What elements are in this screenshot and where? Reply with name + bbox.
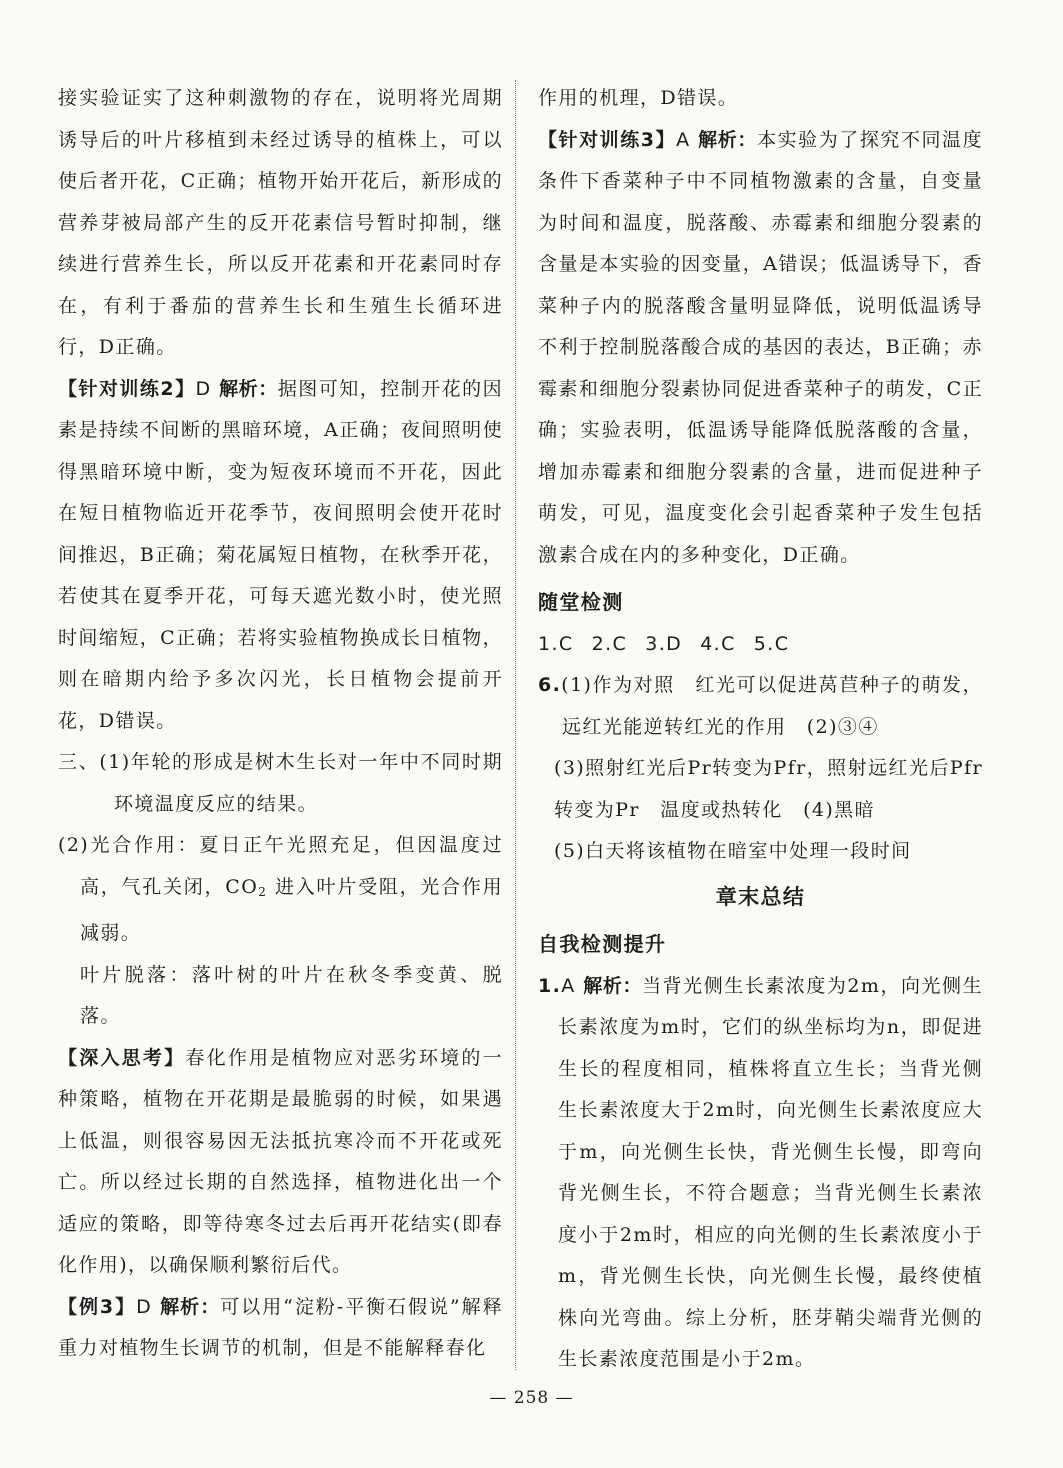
answer-item: 4.C [700, 632, 736, 655]
training-2-answer: D [195, 377, 212, 400]
summary-question-1 [538, 966, 983, 1381]
deep-thinking-text: 春化作用是植物应对恶劣环境的一种策略，植物在开花期是最脆弱的时候，如果遇上低温，则很容易因无法抵抗寒冷而不开花或死亡。所以经过长期的自然选择，植物进化出一个适应的策略，即等待寒冬过去后再开花结实(即春化作用)，以确保顺利繁衍后代。 [58, 1046, 503, 1276]
example-3-tag: 【例3】 [58, 1295, 137, 1318]
left-column [58, 78, 503, 1370]
section-3-item-2-text-a: (2)光合作用：夏日正午光照充足，但因温度过高，气孔关闭，CO [58, 834, 503, 898]
training-3-tag: 【针对训练3】 [538, 128, 677, 151]
summary-q1-answer: A [561, 974, 576, 997]
chapter-summary-heading: 章末总结 [715, 884, 806, 909]
deep-thinking [58, 1038, 503, 1287]
example-3-answer: D [136, 1295, 153, 1318]
co2-subscript: 2 [258, 884, 268, 899]
self-check-heading: 自我检测提升 [538, 932, 667, 956]
question-6-part-c: (5)白天将该植物在暗室中处理一段时间 [554, 840, 912, 862]
deep-thinking-tag: 【深入思考】 [58, 1046, 186, 1069]
page-number: — 258 — [489, 1388, 574, 1408]
training-3-answer: A [676, 128, 691, 151]
section-heading-quiz: 随堂检测 [538, 590, 624, 614]
section-3-item-2-leaf: 叶片脱落：落叶树的叶片在秋冬季变黄、脱落。 [80, 963, 503, 1027]
question-6-part-a: (1)作为对照 红光可以促进莴苣种子的萌发，远红光能逆转红光的作用 (2)③④ [561, 674, 983, 738]
column-divider [515, 80, 516, 1370]
section-3-item-2-text-b: 进入叶片受阻，光合作用减弱。 [80, 875, 503, 944]
training-2-text: 据图可知，控制开花的因素是持续不间断的黑暗环境，A正确；夜间照明使得黑暗环境中断，变为短夜环境而不开花，因此在短日植物临近开花季节，夜间照明会使开花时间推迟，B正确；菊花属短日植物，在秋季开花，若使其在夏季开花，可每天遮光数小时，使光照时间缩短，C正确；若将实验植物换成长日植物，则在暗期内给予多次闪光，长日植物会提前开花，D错误。 [58, 377, 503, 732]
summary-q1-number: 1. [538, 974, 562, 997]
training-2-tag: 【针对训练2】 [58, 377, 196, 400]
section-3-item-1: 三、(1)年轮的形成是树木生长对一年中不同时期环境温度反应的结果。 [58, 751, 503, 815]
training-3-label: 解析： [698, 128, 758, 151]
right-column [538, 78, 983, 1381]
answer-item: 3.D [645, 632, 683, 655]
answer-item: 2.C [591, 632, 628, 655]
example-3-label: 解析： [160, 1295, 221, 1318]
answer-item: 1.C [538, 632, 574, 655]
paragraph-continued-right: 作用的机理，D错误。 [538, 87, 739, 109]
training-2 [58, 369, 503, 743]
answer-list [538, 624, 983, 666]
example-3-text: 可以用“淀粉-平衡石假说”解释重力对植物生长调节的机制，但是不能解释春化 [58, 1295, 503, 1359]
question-6 [538, 665, 983, 748]
question-6-number: 6. [538, 674, 562, 696]
training-3 [538, 120, 983, 577]
answer-item: 5.C [753, 632, 790, 655]
summary-q1-label: 解析： [583, 974, 643, 997]
training-3-text: 本实验为了探究不同温度条件下香菜种子中不同植物激素的含量，自变量为时间和温度，脱落酸、赤霉素和细胞分裂素的含量是本实验的因变量，A错误；低温诱导下，香菜种子内的脱落酸含量明显降低，说明低温诱导不利于控制脱落酸合成的基因的表达，B正确；赤霉素和细胞分裂素协同促进香菜种子的萌发，C正确；实验表明，低温诱导能降低脱落酸的含量，增加赤霉素和细胞分裂素的含量，进而促进种子萌发，可见，温度变化会引起香菜种子发生包括激素合成在内的多种变化，D正确。 [538, 128, 983, 566]
question-6-part-b: (3)照射红光后Pr转变为Pfr，照射远红光后Pfr转变为Pr 温度或热转化 (4)黑暗 [554, 757, 983, 821]
section-3-item-2 [58, 825, 503, 955]
training-2-label: 解析： [219, 377, 278, 400]
example-3 [58, 1287, 503, 1370]
summary-q1-text: 当背光侧生长素浓度为2m，向光侧生长素浓度为m时，它们的纵坐标均为n，即促进生长的程度相同，植株将直立生长；当背光侧生长素浓度大于2m时，向光侧生长素浓度应大于m，向光侧生长快，背光侧生长慢，即弯向背光侧生长，不符合题意；当背光侧生长素浓度小于2m时，相应的向光侧的生长素浓度小于m，背光侧生长快，向光侧生长慢，最终使植株向光弯曲。综上分析，胚芽鞘尖端背光侧的生长素浓度范围是小于2m。 [558, 974, 983, 1370]
paragraph-continued: 接实验证实了这种刺激物的存在，说明将光周期诱导后的叶片移植到未经过诱导的植株上，可以使后者开花，C正确；植物开始开花后，新形成的营养芽被局部产生的反开花素信号暂时抑制，继续进行营养生长，所以反开花素和开花素同时存在，有利于番茄的营养生长和生殖生长循环进行，D正确。 [58, 87, 503, 358]
